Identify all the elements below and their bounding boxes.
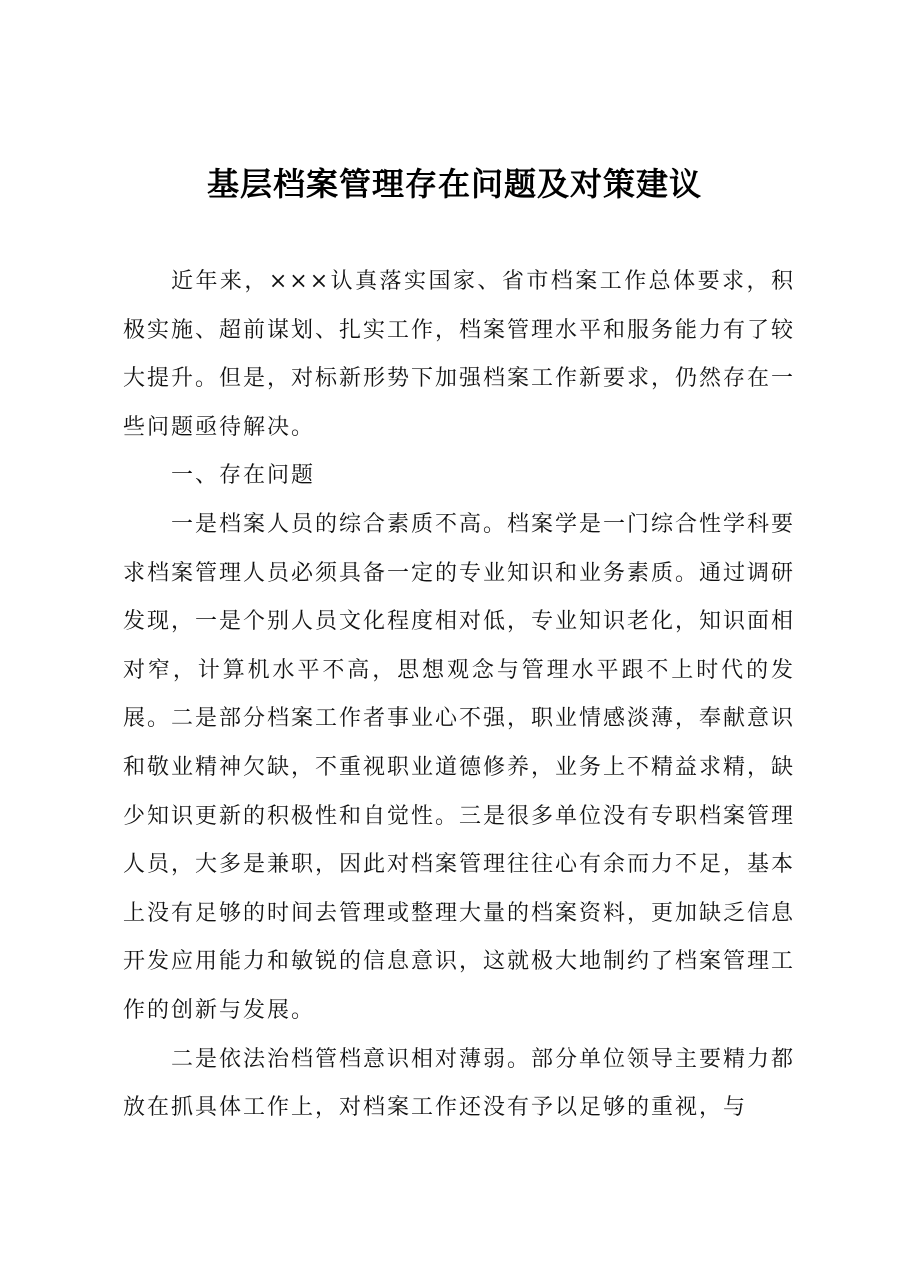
document-body [123, 258, 795, 1133]
paragraph-intro: 近年来，×××认真落实国家、省市档案工作总体要求，积极实施、超前谋划、扎实工作，档案管理水平和服务能力有了较大提升。但是，对标新形势下加强档案工作新要求，仍然存在一些问题亟待解决。 [123, 269, 796, 440]
paragraph-problem-2: 二是依法治档管档意识相对薄弱。部分单位领导主要精力都放在抓具体工作上，对档案工作还没有予以足够的重视，与 [123, 1046, 796, 1121]
section-heading-problems: 一、存在问题 [171, 463, 316, 489]
document-title: 基层档案管理存在问题及对策建议 [206, 165, 702, 203]
paragraph-problem-1: 一是档案人员的综合素质不高。档案学是一门综合性学科要求档案管理人员必须具备一定的专业知识和业务素质。通过调研发现，一是个别人员文化程度相对低，专业知识老化，知识面相对窄，计算机水平不高，思想观念与管理水平跟不上时代的发展。二是部分档案工作者事业心不强，职业情感淡薄，奉献意识和敬业精神欠缺，不重视职业道德修养，业务上不精益求精，缺少知识更新的积极性和自觉性。三是很多单位没有专职档案管理人员，大多是兼职，因此对档案管理往往心有余而力不足，基本上没有足够的时间去管理或整理大量的档案资料，更加缺乏信息开发应用能力和敏锐的信息意识，这就极大地制约了档案管理工作的创新与发展。 [123, 511, 796, 1023]
